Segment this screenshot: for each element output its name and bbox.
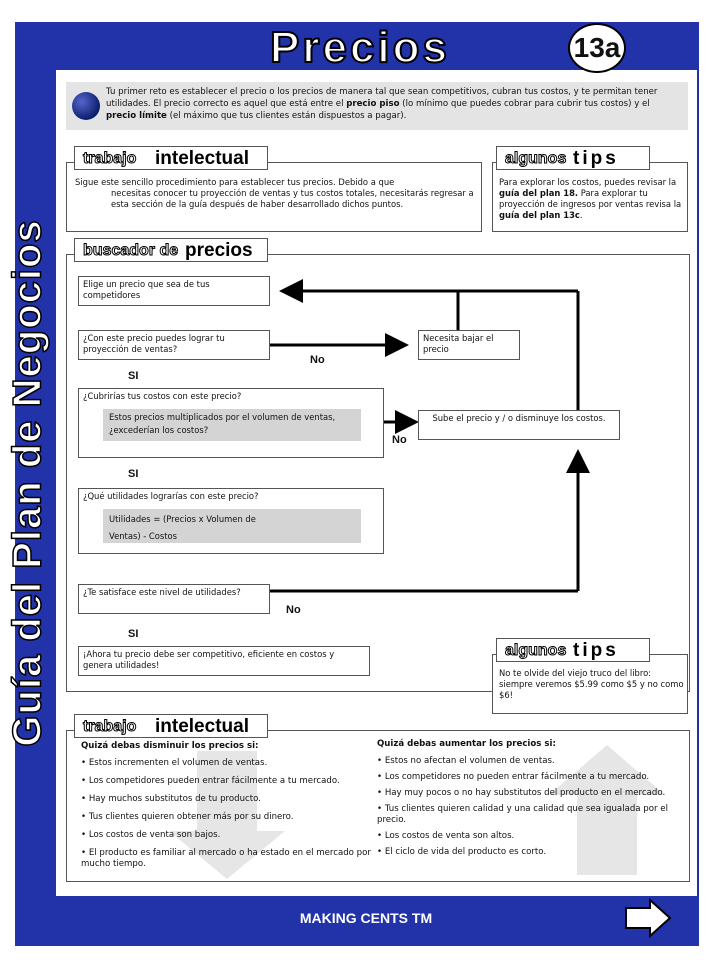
no-label-3: No — [286, 604, 301, 616]
footer-brand: MAKING CENTS TM — [299, 910, 433, 926]
buscador-heading: buscador de precios — [74, 238, 268, 262]
bullet-icon: • — [81, 812, 89, 822]
trabajo-text: Sigue este sencillo procedimiento para establecer tus precios. Debido a que necesitas conocer tu proyección de ventas y tus costos totales, necesitarás regresar a esta sección de la guía después de haber desarrollado dichos puntos. — [75, 177, 474, 209]
step-choose-competitor-price: Elige un precio que sea de tus competidores — [78, 276, 270, 306]
tips-heading-1: algunos tips — [496, 146, 650, 170]
list-item: • Los costos de venta son bajos. — [81, 830, 221, 840]
list-item: • Tus clientes quieren calidad y una calidad que sea igualada por el precio. — [377, 804, 668, 825]
list-item: • Los competidores pueden entrar fácilmente a tu mercado. — [81, 776, 340, 786]
lower-prices-list: Quizá debas disminuir los precios si: • Estos incrementen el volumen de ventas. • Los competidores pueden entrar fácilmente a tu mercado. • Hay muchos substitutos de tu producto. • Tus clientes quieren obtener más por su dinero. • Los costos de venta son bajos. • El producto es familiar al mercado o ha estado en el mercado por mucho tiempo. — [81, 741, 381, 877]
tips-text-1: Para explorar los costos, puedes revisar la guía del plan 18. Para explorar tu proyección de ingresos por ventas revisa la guía del plan 13c. — [499, 177, 682, 220]
list-item: • Los competidores no pueden entrar fácilmente a tu mercado. — [377, 772, 650, 782]
bullet-icon: • — [81, 758, 89, 768]
intro-text: Tu primer reto es establecer el precio o los precios de manera tal que sean competitivos, cubran tus costos, y te permitan tener utilidades. El precio correcto es aquel que está entre el precio piso (lo mínimo que puedes cobrar para cubrir tus costos) y el precio límite (el máximo que tus clientes están dispuestos a pagar). — [106, 87, 658, 121]
step-cover-costs: ¿Cubrirías tus costos con este precio? Estos precios multiplicados por el volumen de ventas, ¿excederían los costos? — [78, 388, 384, 458]
page-number-badge: 13a — [568, 23, 626, 73]
no-label-1: No — [310, 354, 325, 366]
bullet-icon: • — [81, 794, 89, 804]
list-item: • Estos no afectan el volumen de ventas. — [377, 756, 555, 766]
yes-label-2: SI — [128, 468, 139, 480]
list-item: • El producto es familiar al mercado o ha estado en el mercado por mucho tiempo. — [81, 848, 371, 869]
bullet-icon: • — [377, 804, 385, 814]
page-title: Precios — [270, 23, 450, 72]
list-item: • Hay muy pocos o no hay substitutos del producto en el mercado. — [377, 788, 666, 798]
bullet-icon: • — [377, 756, 385, 766]
right-arrow-icon — [624, 898, 672, 938]
cover-costs-detail: Estos precios multiplicados por el volumen de ventas, ¿excederían los costos? — [103, 409, 361, 441]
bullet-icon: • — [377, 772, 385, 782]
step-satisfied-profits: ¿Te satisface este nivel de utilidades? — [78, 584, 270, 614]
bullet-icon: • — [377, 831, 385, 841]
raise-prices-list: Quizá debas aumentar los precios si: • Estos no afectan el volumen de ventas. • Los competidores no pueden entrar fácilmente a tu mercado. • Hay muy pocos o no hay substitutos del producto en el mercado. • Tus clientes quieren calidad y una calidad que sea igualada por el precio. • Los costos de venta son altos. • El ciclo de vida del producto es corto. — [377, 739, 687, 863]
list-item: • Tus clientes quieren obtener más por su dinero. — [81, 812, 294, 822]
bullet-icon: • — [81, 830, 89, 840]
list-item: • Los costos de venta son altos. — [377, 831, 515, 841]
trabajo-heading-2: trabajo intelectual — [74, 714, 268, 738]
bullet-icon: • — [377, 788, 385, 798]
step-raise-price: Sube el precio y / o disminuye los costos. — [418, 410, 620, 440]
profit-formula: Utilidades = (Precios x Volumen de Ventas) - Costos — [103, 509, 361, 543]
step-final-price: ¡Ahora tu precio debe ser competitivo, eficiente en costos y genera utilidades! — [78, 646, 370, 676]
list-item: • Hay muchos substitutos de tu producto. — [81, 794, 261, 804]
tips-box-2: No te olvide del viejo truco del libro: siempre veremos $5.99 como $5 y no como $6! — [492, 654, 688, 714]
next-page-button[interactable] — [624, 898, 672, 938]
list-item: • Estos incrementen el volumen de ventas. — [81, 758, 268, 768]
bullet-icon: • — [81, 776, 89, 786]
yes-label-3: SI — [128, 628, 139, 640]
tips-heading-2: algunos tips — [496, 638, 650, 662]
no-label-2: No — [392, 434, 407, 446]
bullet-icon: • — [377, 847, 385, 857]
step-lower-price: Necesita bajar el precio — [418, 330, 520, 360]
yes-label-1: SI — [128, 370, 139, 382]
bullet-icon: • — [81, 848, 89, 858]
guide-title: Guía del Plan de Negocios — [5, 219, 50, 747]
trabajo-heading-1: trabajo intelectual — [74, 146, 268, 170]
list-item: • El ciclo de vida del producto es corto. — [377, 847, 547, 857]
step-sales-projection: ¿Con este precio puedes lograr tu proyección de ventas? — [78, 330, 270, 360]
trabajo-intelectual-box-2 — [66, 730, 690, 882]
step-profits: ¿Qué utilidades lograrías con este precio? Utilidades = (Precios x Volumen de Ventas) - Costos — [78, 488, 384, 554]
